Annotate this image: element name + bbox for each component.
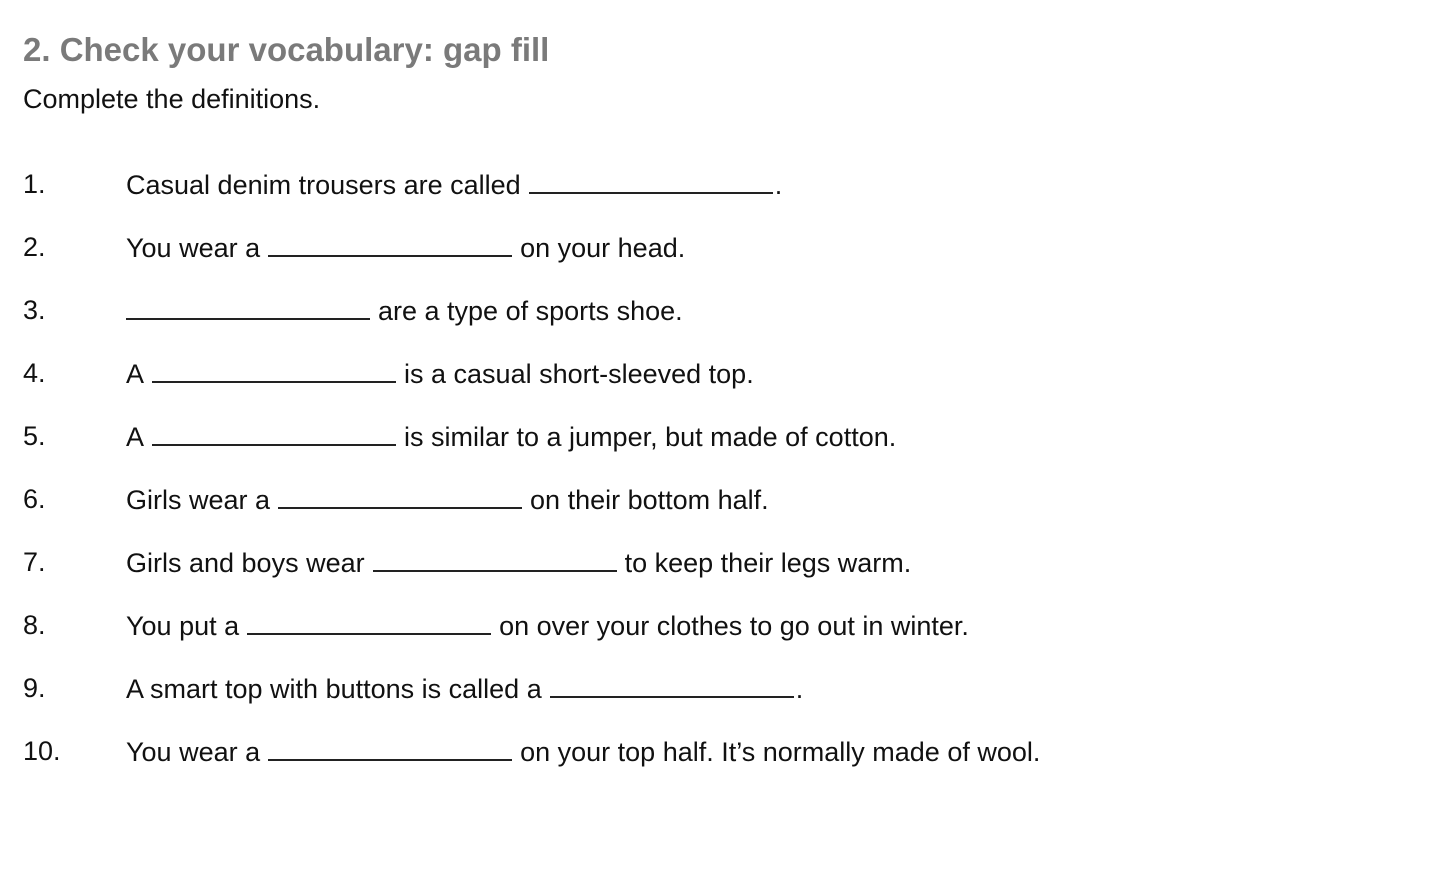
sentence-before: A — [126, 359, 145, 389]
sentence-after: is a casual short-sleeved top. — [404, 359, 754, 389]
sentence-before: You wear a — [126, 233, 261, 263]
item-sentence — [126, 418, 896, 455]
item-sentence — [126, 544, 911, 581]
sentence-after: on their bottom half. — [530, 485, 769, 515]
sentence-before: Casual denim trousers are called — [126, 170, 521, 200]
item-number: 1. — [23, 169, 46, 199]
item-sentence — [126, 670, 803, 707]
sentence-after: . — [795, 674, 804, 704]
answer-blank[interactable] — [152, 418, 396, 446]
item-number: 7. — [23, 547, 46, 577]
exercise-instructions: Complete the definitions. — [23, 84, 321, 114]
sentence-after: to keep their legs warm. — [624, 548, 912, 578]
answer-blank[interactable] — [126, 292, 370, 320]
item-sentence — [126, 481, 769, 518]
answer-blank[interactable] — [152, 355, 396, 383]
item-sentence — [126, 607, 969, 644]
sentence-before: A smart top with buttons is called a — [126, 674, 542, 704]
sentence-after: . — [774, 170, 783, 200]
item-number: 8. — [23, 610, 46, 640]
sentence-after: on over your clothes to go out in winter. — [499, 611, 969, 641]
sentence-after: on your top half. It’s normally made of wool. — [520, 737, 1041, 767]
item-sentence — [126, 229, 685, 266]
answer-blank[interactable] — [247, 607, 491, 635]
answer-blank[interactable] — [550, 670, 794, 698]
sentence-before: You wear a — [126, 737, 261, 767]
answer-blank[interactable] — [278, 481, 522, 509]
item-number: 10. — [23, 736, 61, 766]
sentence-before: You put a — [126, 611, 240, 641]
item-sentence — [126, 733, 1040, 770]
sentence-before: A — [126, 422, 145, 452]
answer-blank[interactable] — [529, 166, 773, 194]
item-number: 5. — [23, 421, 46, 451]
item-number: 2. — [23, 232, 46, 262]
item-sentence — [126, 355, 754, 392]
answer-blank[interactable] — [373, 544, 617, 572]
item-number: 3. — [23, 295, 46, 325]
sentence-after: on your head. — [520, 233, 686, 263]
answer-blank[interactable] — [268, 733, 512, 761]
item-number: 4. — [23, 358, 46, 388]
answer-blank[interactable] — [268, 229, 512, 257]
sentence-after: is similar to a jumper, but made of cotton. — [404, 422, 897, 452]
item-sentence — [126, 166, 782, 203]
item-number: 9. — [23, 673, 46, 703]
sentence-before: Girls wear a — [126, 485, 271, 515]
exercise-title: 2. Check your vocabulary: gap fill — [23, 31, 550, 68]
item-number: 6. — [23, 484, 46, 514]
sentence-before: Girls and boys wear — [126, 548, 365, 578]
sentence-after: are a type of sports shoe. — [378, 296, 683, 326]
item-sentence — [126, 292, 683, 329]
